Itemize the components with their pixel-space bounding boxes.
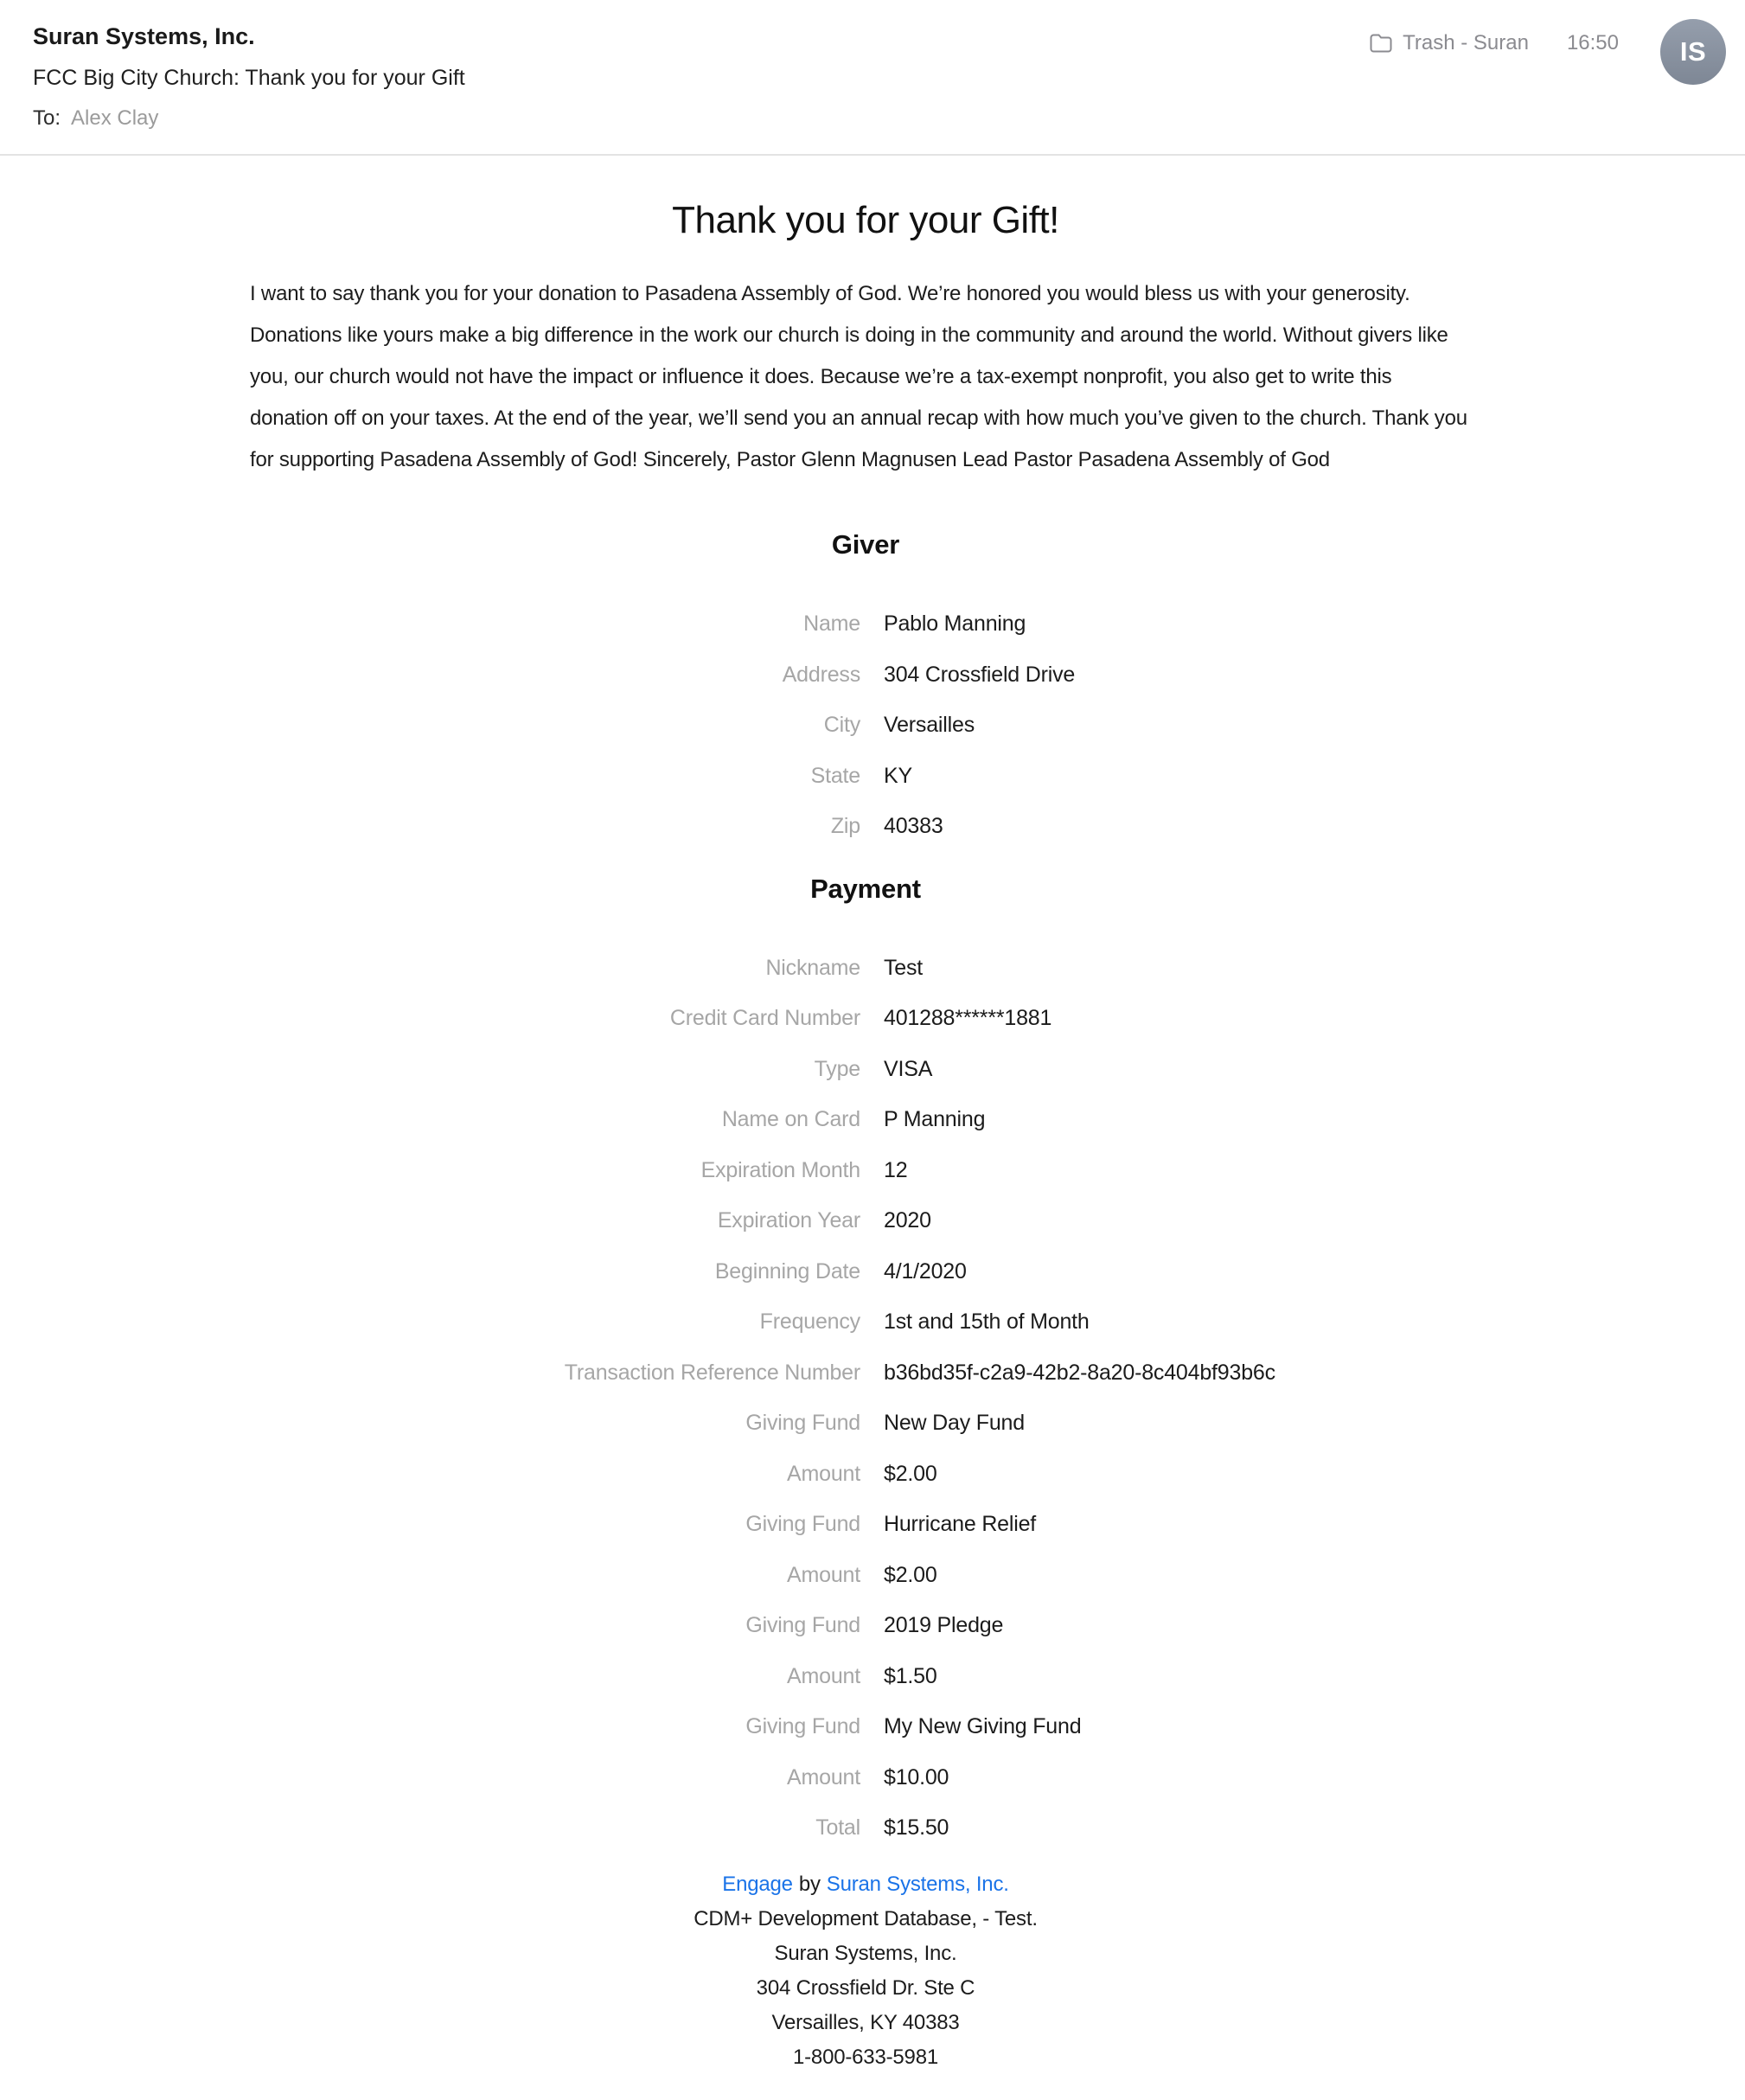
field-row [250, 1564, 1481, 1588]
field-label: Giving Fund [745, 1512, 860, 1537]
field-row [250, 1766, 1481, 1790]
subject-line: FCC Big City Church: Thank you for your Gift [33, 66, 465, 91]
field-row [250, 1007, 1481, 1031]
email-footer [250, 1867, 1481, 2075]
field-label: Total [815, 1815, 860, 1841]
field-label: Zip [830, 814, 860, 839]
field-row [250, 1665, 1481, 1689]
footer-engage-line [250, 1867, 1481, 1902]
detail-section [250, 874, 1481, 1841]
engage-link[interactable]: Engage [722, 1872, 793, 1896]
field-label: Expiration Month [700, 1157, 860, 1182]
field-label: Name on Card [721, 1107, 860, 1132]
footer-line: 1-800-633-5981 [792, 2045, 938, 2069]
email-title: Thank you for your Gift! [672, 199, 1059, 242]
footer-line: Versailles, KY 40383 [771, 2010, 960, 2034]
sender-name[interactable]: Suran Systems, Inc. [33, 23, 255, 49]
avatar[interactable]: IS [1660, 19, 1726, 85]
field-value: Versailles [884, 713, 975, 738]
field-row [250, 765, 1481, 789]
email-body [250, 199, 1481, 2075]
field-label: Giving Fund [745, 1714, 860, 1739]
field-value: $2.00 [884, 1461, 937, 1486]
mailbox-label: Trash - Suran [1403, 31, 1529, 54]
field-row [250, 1614, 1481, 1638]
field-row [250, 714, 1481, 738]
field-value: P Manning [884, 1107, 986, 1132]
field-label: City [823, 713, 860, 738]
section-fields [250, 957, 1481, 1841]
field-row [250, 815, 1481, 839]
field-value: 40383 [884, 814, 943, 839]
field-row [250, 1513, 1481, 1537]
field-value: $10.00 [884, 1764, 949, 1789]
footer-line: 304 Crossfield Dr. Ste C [756, 1975, 975, 2000]
field-value: VISA [884, 1056, 933, 1081]
header-divider [0, 154, 1745, 156]
section-fields [250, 612, 1481, 839]
field-value: 4/1/2020 [884, 1258, 967, 1284]
field-value: 12 [884, 1157, 908, 1182]
field-row [250, 1310, 1481, 1335]
field-label: Giving Fund [745, 1411, 860, 1436]
message-time: 16:50 [1566, 31, 1619, 54]
field-value: Pablo Manning [884, 611, 1026, 637]
to-label: To: [33, 106, 61, 131]
field-label: Amount [787, 1663, 860, 1688]
field-label: Transaction Reference Number [564, 1360, 860, 1385]
folder-icon [1369, 33, 1393, 54]
recipient-line [33, 106, 465, 131]
field-label: State [810, 763, 860, 788]
field-row [250, 612, 1481, 637]
field-row [250, 1108, 1481, 1132]
field-value: 1st and 15th of Month [884, 1309, 1090, 1335]
field-label: Giving Fund [745, 1613, 860, 1638]
by-text: by [798, 1872, 821, 1896]
field-value: Hurricane Relief [884, 1512, 1037, 1537]
field-value: $1.50 [884, 1663, 937, 1688]
field-label: Name [803, 611, 860, 637]
footer-line: Suran Systems, Inc. [774, 1941, 957, 1965]
field-row [250, 1412, 1481, 1436]
field-label: Expiration Year [717, 1208, 860, 1233]
intro-paragraph: I want to say thank you for your donation to Pasadena Assembly of God. We’re honored you would bless us with your generosity. Donations like yours make a big difference in the work our church is doing in the community and around the world. Without givers like you, our church would not have the impact or influence it does. Because we’re a tax-exempt nonprofit, you also get to write this donation off on your taxes. At the end of the year, we’ll send you an annual recap with how much you’ve given to the church. Thank you for supporting Pasadena Assembly of God! Sincerely, Pastor Glenn Magnusen Lead Pastor Pasadena Assembly of God [250, 282, 1467, 472]
field-label: Amount [787, 1764, 860, 1789]
footer-line: CDM+ Development Database, - Test. [694, 1906, 1038, 1930]
field-value: KY [884, 763, 912, 788]
field-value: 401288******1881 [884, 1006, 1052, 1031]
field-value: $2.00 [884, 1562, 937, 1587]
field-row [250, 1463, 1481, 1487]
field-label: Type [814, 1056, 860, 1081]
field-label: Frequency [759, 1309, 860, 1335]
field-value: b36bd35f-c2a9-42b2-8a20-8c404bf93b6c [884, 1360, 1275, 1385]
field-label: Address [782, 662, 860, 687]
field-value: 2020 [884, 1208, 931, 1233]
field-row [250, 957, 1481, 981]
header-right [1369, 22, 1726, 85]
message-meta [33, 22, 465, 131]
mail-header [0, 0, 1745, 131]
field-row [250, 1715, 1481, 1739]
field-value: My New Giving Fund [884, 1714, 1082, 1739]
field-value: $15.50 [884, 1815, 949, 1841]
field-row [250, 1209, 1481, 1233]
field-row [250, 663, 1481, 688]
field-label: Beginning Date [714, 1258, 860, 1284]
detail-sections [250, 529, 1481, 1841]
field-row [250, 1816, 1481, 1841]
section-heading: Giver [831, 529, 900, 560]
field-row [250, 1058, 1481, 1082]
field-label: Nickname [765, 955, 860, 980]
field-row [250, 1159, 1481, 1183]
mailbox-chip[interactable] [1369, 31, 1529, 55]
field-label: Amount [787, 1562, 860, 1587]
field-row [250, 1260, 1481, 1284]
footer-lines [250, 1902, 1481, 2075]
field-row [250, 1361, 1481, 1386]
field-value: 304 Crossfield Drive [884, 662, 1076, 687]
section-heading: Payment [810, 873, 921, 904]
field-label: Amount [787, 1461, 860, 1486]
field-value: New Day Fund [884, 1411, 1025, 1436]
recipient-chip[interactable]: Alex Clay [71, 106, 159, 131]
detail-section [250, 529, 1481, 839]
field-value: 2019 Pledge [884, 1613, 1004, 1638]
field-label: Credit Card Number [669, 1006, 860, 1031]
company-link[interactable]: Suran Systems, Inc. [826, 1872, 1009, 1896]
field-value: Test [884, 955, 924, 980]
